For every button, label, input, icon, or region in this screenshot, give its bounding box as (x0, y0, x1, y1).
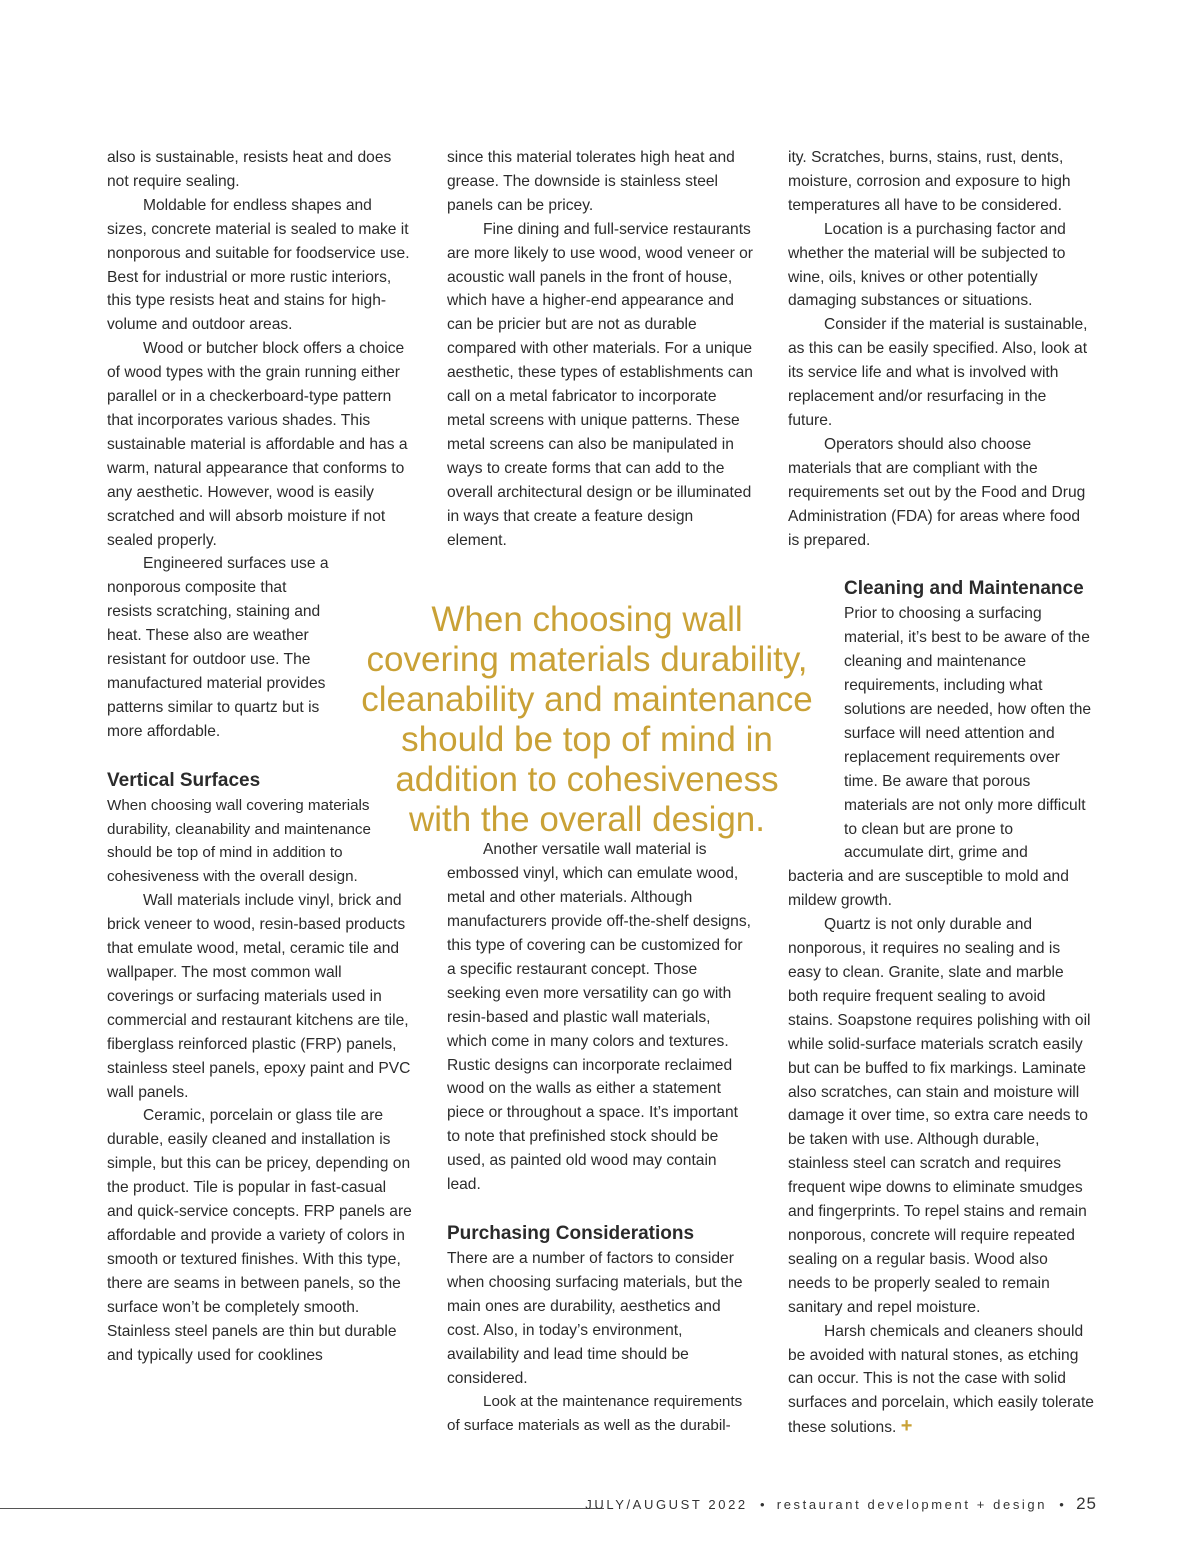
footer-issue: JULY/AUGUST 2022 (585, 1497, 748, 1512)
footer-bullet: • (759, 1497, 765, 1512)
paragraph: Prior to choosing a surfacing material, it’s best to be aware of the cleaning and maintenance requirements, including what solutions are needed, how often the surface will need attention and replacement requirements over time. Be aware that porous materials are not only more difficult to clean but are prone to accumulate dirt, grime and (844, 605, 1092, 862)
paragraph (788, 1320, 1094, 1441)
paragraph: ity. Scratches, burns, stains, rust, dents, moisture, corrosion and exposure to high temperatures all have to be considered. (788, 149, 1071, 214)
paragraph: Moldable for endless shapes and sizes, concrete material is sealed to make it nonporous and suitable for foodservice use. Best for industrial or more rustic interiors, this type resists heat and stains for high-volume and outdoor areas. (107, 196, 410, 334)
spacer (447, 1197, 753, 1221)
pull-quote-line: When choosing wall (431, 600, 743, 639)
paragraph: Operators should also choose materials that are compliant with the requirements set out by the Food and Drug Administration (FDA) for areas where food is prepared. (788, 435, 1086, 549)
footer-bullet: • (1059, 1497, 1064, 1512)
paragraph: Location is a purchasing factor and whether the material will be subjected to wine, oils, knives or other potentially damaging substances or situations. (788, 220, 1066, 310)
pull-quote-line: with the overall design. (408, 800, 766, 839)
footer-publication: restaurant development + design (776, 1497, 1048, 1512)
paragraph-text: Harsh chemicals and cleaners should be avoided with natural stones, as etching can occur. This is not the case with solid surfaces and porcelain, which easily tolerate these solutions. (788, 1322, 1094, 1437)
paragraph: Wall materials include vinyl, brick and brick veneer to wood, resin-based products that emulate wood, metal, ceramic tile and wallpaper. The most common wall coverings or surfacing materials used in commercial and restaurant kitchens are tile, fiberglass reinforced plastic (FRP) panels, stainless steel panels, epoxy paint and PVC wall panels. (107, 892, 411, 1101)
paragraph: Ceramic, porcelain or glass tile are durable, easily cleaned and installation is simple, but this can be pricey, depending on the product. Tile is popular in fast-casual and quick-service concepts. FRP panels are affordable and provide a variety of colors in smooth or textured finishes. With this type, there are seams in between panels, so the surface won’t be completely smooth. Stainless steel panels are thin but durable and typically used for cooklines (107, 1107, 412, 1364)
paragraph: Wood or butcher block offers a choice of wood types with the grain running either parallel or in a checkerboard-type pattern that incorporates various shades. This sustainable material is affordable and has a warm, natural appearance that conforms to any aesthetic. However, wood is easily scratched and will absorb moisture if not sealed properly. (107, 340, 408, 549)
paragraph: Engineered surfaces use a nonporous composite that resists scratching, staining and heat. These also are weather resistant for outdoor use. The manufactured material provides patterns similar to quartz but is more affordable. (107, 555, 329, 740)
paragraph: since this material tolerates high heat and grease. The downside is stainless steel panels can be pricey. (447, 149, 735, 214)
paragraph: Quartz is not only durable and nonporous, it requires no sealing and is easy to clean. Granite, slate and marble both require frequent sealing to avoid stains. Soapstone requires polishing with oil while solid-surface materials scratch easily but can be buffed to fix markings. Laminate also scratches, can stain and moisture will damage it over time, so extra care needs to be taken with use. Although durable, stainless steel can scratch and requires frequent wipe downs to eliminate smudges and fingerprints. To repel stains and remain nonporous, concrete will require repeated sealing on a regular basis. Wood also needs to be properly sealed to remain sanitary and repel moisture. (788, 916, 1091, 1316)
paragraph: Look at the maintenance requirements of surface materials as well as the durabil- (447, 1393, 743, 1435)
paragraph: also is sustainable, resists heat and does not require sealing. (107, 149, 392, 190)
section-heading-cleaning-and-maintenance: Cleaning and Maintenance (844, 578, 1084, 600)
paragraph: bacteria and are susceptible to mold and mildew growth. (788, 868, 1069, 910)
paragraph: Another versatile wall material is embossed vinyl, which can emulate wood, metal and other materials. Although manufacturers provide off-the-shelf designs, this type of covering can be customized for a specific restaurant concept. Those seeking even more versatility can go with resin-based and plastic wall materials, which come in many colors and textures. Rustic designs can incorporate reclaimed wood on the walls as either a statement piece or throughout a space. It’s important to note that prefinished stock should be used, as painted old wood may contain lead. (447, 841, 751, 1194)
footer-rule (0, 1508, 604, 1509)
page-number: 25 (1076, 1494, 1097, 1513)
paragraph: Consider if the material is sustainable, as this can be easily specified. Also, look at its service life and what is involved with replacement and/or resurfacing in the future. (788, 316, 1088, 429)
pull-quote (352, 600, 822, 840)
pull-quote-line: should be top of mind in (401, 720, 773, 759)
pull-quote-line: cleanability and maintenance (361, 680, 813, 719)
cleaning-section-inset (788, 576, 1094, 865)
page-footer (585, 1494, 1097, 1514)
section-heading-purchasing-considerations: Purchasing Considerations (447, 1223, 695, 1244)
pull-quote-line: covering materials durability, (366, 640, 808, 679)
pull-quote-line: addition to cohesiveness (395, 760, 779, 799)
paragraph: There are a number of factors to consider when choosing surfacing materials, but the main ones are durability, aesthetics and cost. Also, in today’s environment, availability and lead time should be considered. (447, 1250, 743, 1387)
paragraph: When choosing wall covering materials durability, cleanability and maintenance should be top of mind in addition to cohesiveness with the overall design. (107, 796, 371, 886)
section-heading-vertical-surfaces: Vertical Surfaces (107, 769, 261, 791)
spacer (788, 552, 1094, 576)
paragraph: Fine dining and full-service restaurants are more likely to use wood, wood veneer or acoustic wall panels in the front of house, which have a higher-end appearance and can be pricier but are not as durable compared with other materials. For a unique aesthetic, these types of establishments can call on a metal fabricator to incorporate metal screens with unique patterns. These metal screens can also be manipulated in ways to create forms that can add to the overall architectural design or be illuminated in ways that create a feature design element. (447, 220, 753, 549)
column-3 (788, 146, 1094, 1440)
end-mark-icon: + (900, 1415, 913, 1438)
